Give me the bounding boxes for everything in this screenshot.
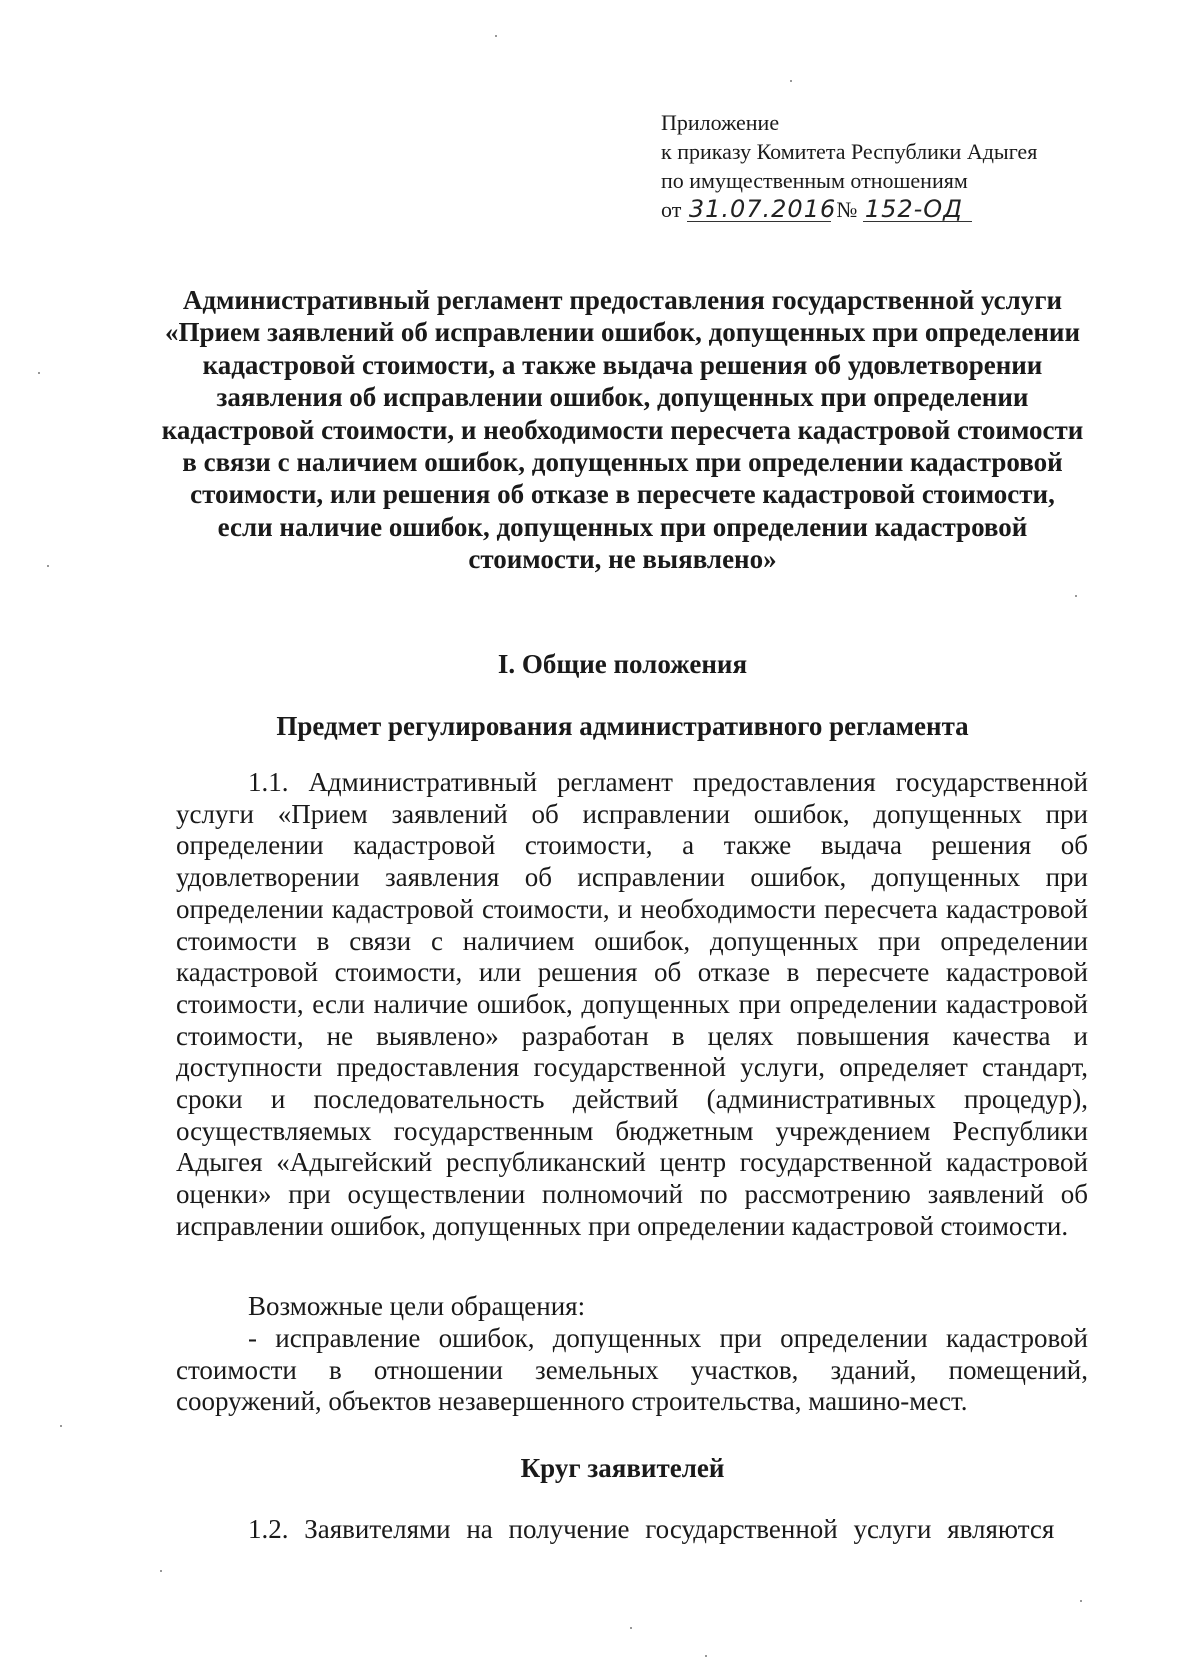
scan-speck: [60, 1425, 62, 1427]
scan-speck: [495, 35, 497, 37]
paragraph-1-2: 1.2. Заявителями на получение государственной услуги являются: [248, 1514, 1055, 1544]
scan-speck: [705, 1655, 707, 1657]
scan-speck: [160, 1570, 162, 1572]
appendix-label: Приложение: [661, 110, 780, 135]
appendix-order-ref: к приказу Комитета Республики Адыгея: [661, 139, 1038, 164]
appendix-committee: по имущественным отношениям: [661, 168, 968, 193]
date-prefix: от: [661, 197, 682, 222]
handwritten-number: 152-ОД: [863, 197, 972, 222]
scan-speck: [790, 80, 792, 82]
appendix-date-line: [661, 195, 1131, 224]
subsection-heading: Предмет регулирования административного регламента: [276, 711, 969, 741]
appendix-block: [661, 108, 1131, 224]
scan-speck: [1075, 595, 1077, 597]
number-prefix: №: [836, 197, 858, 222]
section-heading: I. Общие положения: [497, 649, 748, 679]
document-title: Административный регламент предоставления государственной услуги «Прием заявлений об исправлении ошибок, допущенных при определении кадастровой стоимости, а также выдача решения об удовлетворении заявления об исправлении ошибок, допущенных при определении кадастровой стоимости, и необходимости пересчета кадастровой стоимости в связи с наличием ошибок, допущенных при определении кадастровой стоимости, или решения об отказе в пересчете кадастровой стоимости, если наличие ошибок, допущенных при определении кадастровой стоимости, не выявлено»: [161, 285, 1084, 575]
handwritten-date: 31.07.2016: [688, 195, 837, 223]
scan-speck: [38, 372, 40, 374]
subsection-heading-applicants: Круг заявителей: [520, 1453, 725, 1483]
goals-intro: Возможные цели обращения:: [248, 1291, 586, 1321]
scan-speck: [47, 565, 49, 567]
scan-speck: [630, 1627, 632, 1629]
paragraph-1-1: 1.1. Административный регламент предоставления государственной услуги «Прием заявлений об исправлении ошибок, допущенных при определении кадастровой стоимости, а также выдача решения об удовлетворении заявления об исправлении ошибок, допущенных при определении кадастровой стоимости, и необходимости пересчета кадастровой стоимости в связи с наличием ошибок, допущенных при определении кадастровой стоимости, или решения об отказе в пересчете кадастровой стоимости, если наличие ошибок, допущенных при определении кадастровой стоимости, не выявлено» разработан в целях повышения качества и доступности предоставления государственной услуги, определяет стандарт, сроки и последовательность действий (административных процедур), осуществляемых государственным бюджетным учреждением Республики Адыгея «Адыгейский республиканский центр государственной кадастровой оценки» при осуществлении полномочий по рассмотрению заявлений об исправлении ошибок, допущенных при определении кадастровой стоимости.: [176, 767, 1088, 1241]
goal-item: - исправление ошибок, допущенных при определении кадастровой стоимости в отношении земельных участков, зданий, помещений, сооружений, объектов незавершенного строительства, машино-мест.: [176, 1323, 1088, 1417]
scan-speck: [1080, 1600, 1082, 1602]
